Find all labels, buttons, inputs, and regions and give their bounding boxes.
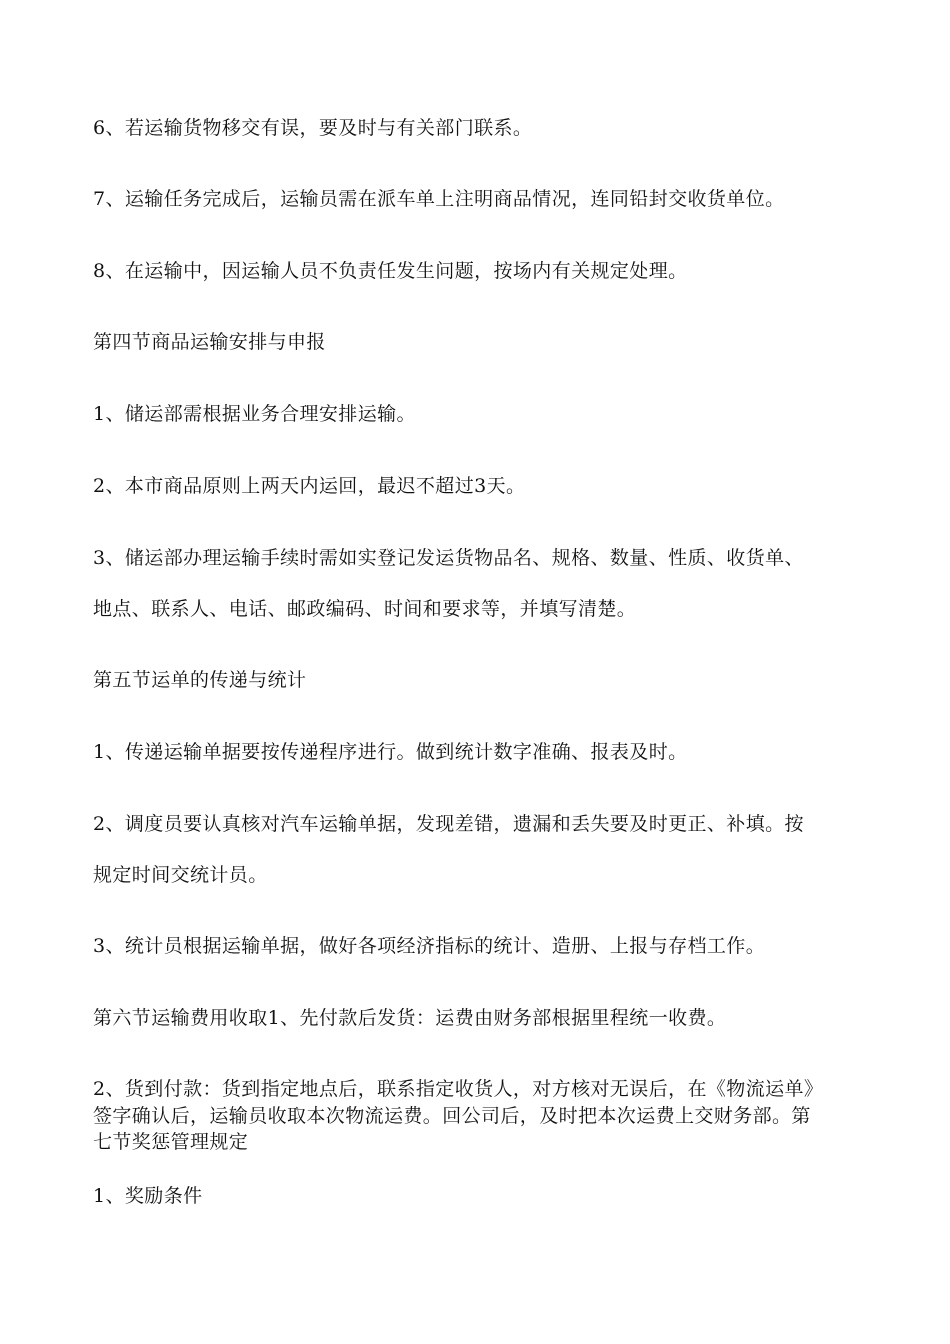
paragraph-item-2-c-line-1: 2、货到付款：货到指定地点后，联系指定收货人，对方核对无误后，在《物流运单》	[93, 1078, 824, 1100]
paragraph-item-3-b: 3、统计员根据运输单据，做好各项经济指标的统计、造册、上报与存档工作。	[93, 935, 766, 957]
section-heading-6: 第六节运输费用收取1、先付款后发货：运费由财务部根据里程统一收费。	[93, 1007, 727, 1029]
reward-conditions-heading: 1、奖励条件	[93, 1185, 203, 1207]
paragraph-item-2-c-line-3: 七节奖惩管理规定	[93, 1131, 249, 1153]
paragraph-item-3-line-2: 地点、联系人、电话、邮政编码、时间和要求等，并填写清楚。	[93, 598, 637, 620]
paragraph-item-1-b: 1、传递运输单据要按传递程序进行。做到统计数字准确、报表及时。	[93, 741, 688, 763]
section-heading-4: 第四节商品运输安排与申报	[93, 331, 326, 353]
paragraph-item-7: 7、运输任务完成后，运输员需在派车单上注明商品情况，连同铅封交收货单位。	[93, 188, 785, 210]
paragraph-item-2: 2、本市商品原则上两天内运回，最迟不超过3天。	[93, 475, 526, 497]
paragraph-item-3-line-1: 3、储运部办理运输手续时需如实登记发运货物品名、规格、数量、性质、收货单、	[93, 547, 804, 569]
paragraph-item-2-b-line-2: 规定时间交统计员。	[93, 864, 268, 886]
paragraph-item-6: 6、若运输货物移交有误，要及时与有关部门联系。	[93, 117, 533, 139]
paragraph-item-2-c-line-2: 签字确认后，运输员收取本次物流运费。回公司后，及时把本次运费上交财务部。第	[93, 1105, 811, 1127]
paragraph-item-8: 8、在运输中，因运输人员不负责任发生问题，按场内有关规定处理。	[93, 260, 688, 282]
section-heading-5: 第五节运单的传递与统计	[93, 669, 307, 691]
paragraph-item-2-b-line-1: 2、调度员要认真核对汽车运输单据，发现差错，遗漏和丢失要及时更正、补填。按	[93, 813, 804, 835]
paragraph-item-1: 1、储运部需根据业务合理安排运输。	[93, 403, 416, 425]
